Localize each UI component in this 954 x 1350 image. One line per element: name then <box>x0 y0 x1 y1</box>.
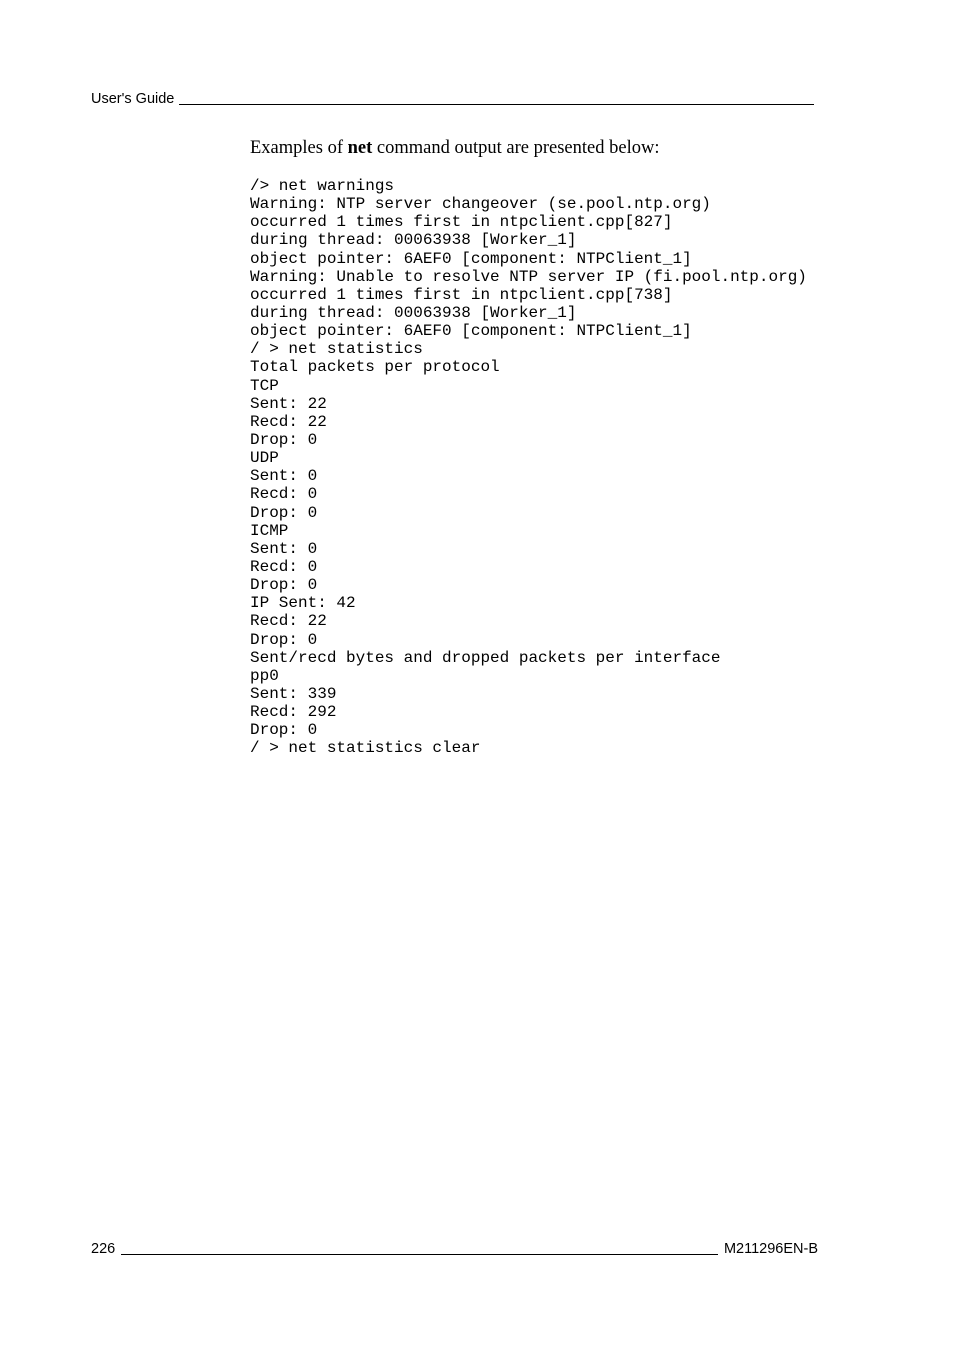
code-line: occurred 1 times first in ntpclient.cpp[738] <box>250 285 673 304</box>
code-line: Sent/recd bytes and dropped packets per interface <box>250 648 721 667</box>
code-line: /> net warnings <box>250 177 395 195</box>
code-line: TCP <box>250 376 279 395</box>
header-title: User's Guide <box>91 91 175 107</box>
code-line: during thread: 00063938 [Worker_1] <box>250 303 577 322</box>
code-line: Sent: 0 <box>250 467 318 486</box>
code-line: Sent: 0 <box>250 539 318 558</box>
intro-command: net <box>347 138 373 158</box>
footer-rule <box>121 1254 718 1255</box>
code-line: during thread: 00063938 [Worker_1] <box>250 231 577 250</box>
code-line: Recd: 292 <box>250 703 337 722</box>
code-line: object pointer: 6AEF0 [component: NTPClient_1] <box>250 322 692 341</box>
code-line: Sent: 339 <box>250 684 337 703</box>
intro-suffix: command output are presented below: <box>372 138 660 158</box>
code-line: IP Sent: 42 <box>250 594 356 613</box>
code-line: Drop: 0 <box>250 576 318 595</box>
code-line: Recd: 0 <box>250 485 318 504</box>
code-line: Recd: 22 <box>250 412 327 431</box>
code-line: Warning: Unable to resolve NTP server IP (fi.pool.ntp.org) <box>250 267 807 286</box>
code-line: Warning: NTP server changeover (se.pool.ntp.org) <box>250 195 711 214</box>
intro-paragraph <box>250 136 659 160</box>
code-line: ICMP <box>250 521 289 540</box>
code-line: occurred 1 times first in ntpclient.cpp[827] <box>250 213 673 232</box>
code-line: Drop: 0 <box>250 430 318 449</box>
code-line: Sent: 22 <box>250 394 327 413</box>
code-line: Recd: 22 <box>250 612 327 631</box>
code-line: Total packets per protocol <box>250 358 500 377</box>
running-header <box>91 90 814 108</box>
code-line: pp0 <box>250 666 279 685</box>
code-line: Drop: 0 <box>250 503 318 522</box>
code-line: object pointer: 6AEF0 [component: NTPClient_1] <box>250 249 692 268</box>
code-line: Drop: 0 <box>250 721 318 740</box>
code-line: / > net statistics <box>250 340 423 359</box>
command-output-block <box>250 177 807 758</box>
code-line: Recd: 0 <box>250 557 318 576</box>
code-line: / > net statistics clear <box>250 739 481 758</box>
code-line: Drop: 0 <box>250 630 318 649</box>
running-footer <box>91 1240 818 1258</box>
code-line: UDP <box>250 449 279 468</box>
header-rule <box>179 104 814 105</box>
page-number: 226 <box>91 1241 116 1257</box>
document-code: M211296EN-B <box>723 1241 818 1257</box>
intro-prefix: Examples of <box>250 138 348 158</box>
